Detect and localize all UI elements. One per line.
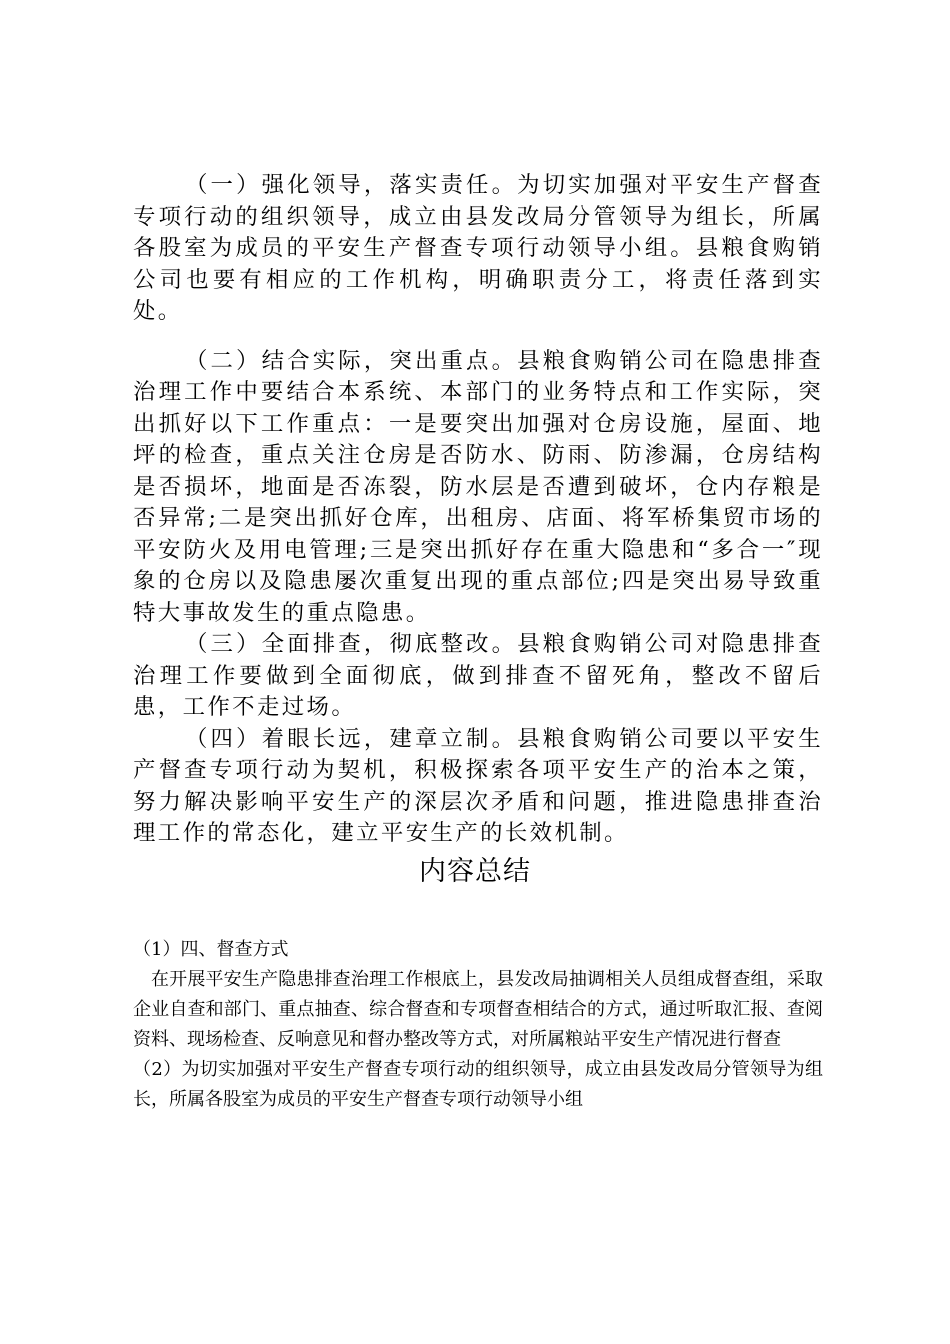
summary-item-1-text: 在开展平安生产隐患排查治理工作根底上，县发改局抽调相关人员组成督查组，采取企业自查和部门、重点抽查、综合督查和专项督查相结合的方式，通过听取汇报、查阅资料、现场检查、反响意见和督办整改等方式，对所属粮站平安生产情况进行督查 bbox=[133, 969, 823, 1050]
body-section bbox=[133, 170, 823, 850]
summary-title: 内容总结 bbox=[419, 856, 531, 887]
summary-item-2-text: （2）为切实加强对平安生产督查专项行动的组织领导，成立由县发改局分管领导为组长，所属各股室为成员的平安生产督查专项行动领导小组 bbox=[133, 1059, 823, 1110]
summary-section bbox=[133, 935, 823, 1115]
paragraph-inspection: （三）全面排查，彻底整改。县粮食购销公司对隐患排查治理工作要做到全面彻底，做到排查不留死角，整改不留后患，工作不走过场。 bbox=[133, 631, 823, 720]
paragraph-key-points: （二）结合实际，突出重点。县粮食购销公司在隐患排查治理工作中要结合本系统、本部门的业务特点和工作实际，突出抓好以下工作重点：一是要突出加强对仓房设施，屋面、地坪的检查，重点关注仓房是否防水、防雨、防渗漏，仓房结构是否损坏，地面是否冻裂，防水层是否遭到破坏，仓内存粮是否异常;二是突出抓好仓库，出租房、店面、将军桥集贸市场的平安防火及用电管理;三是突出抓好存在重大隐患和“多合一″现象的仓房以及隐患屡次重复出现的重点部位;四是突出易导致重特大事故发生的重点隐患。 bbox=[133, 347, 823, 626]
summary-item-1-heading: （1）四、督查方式 bbox=[133, 939, 289, 960]
paragraph-leadership: （一）强化领导，落实责任。为切实加强对平安生产督查专项行动的组织领导，成立由县发改局分管领导为组长，所属各股室为成员的平安生产督查专项行动领导小组。县粮食购销公司也要有相应的工作机构，明确职责分工，将责任落到实处。 bbox=[133, 172, 823, 324]
paragraph-long-term: （四）着眼长远，建章立制。县粮食购销公司要以平安生产督查专项行动为契机，积极探索各项平安生产的治本之策，努力解决影响平安生产的深层次矛盾和问题，推进隐患排查治理工作的常态化，建立平安生产的长效机制。 bbox=[133, 725, 823, 846]
